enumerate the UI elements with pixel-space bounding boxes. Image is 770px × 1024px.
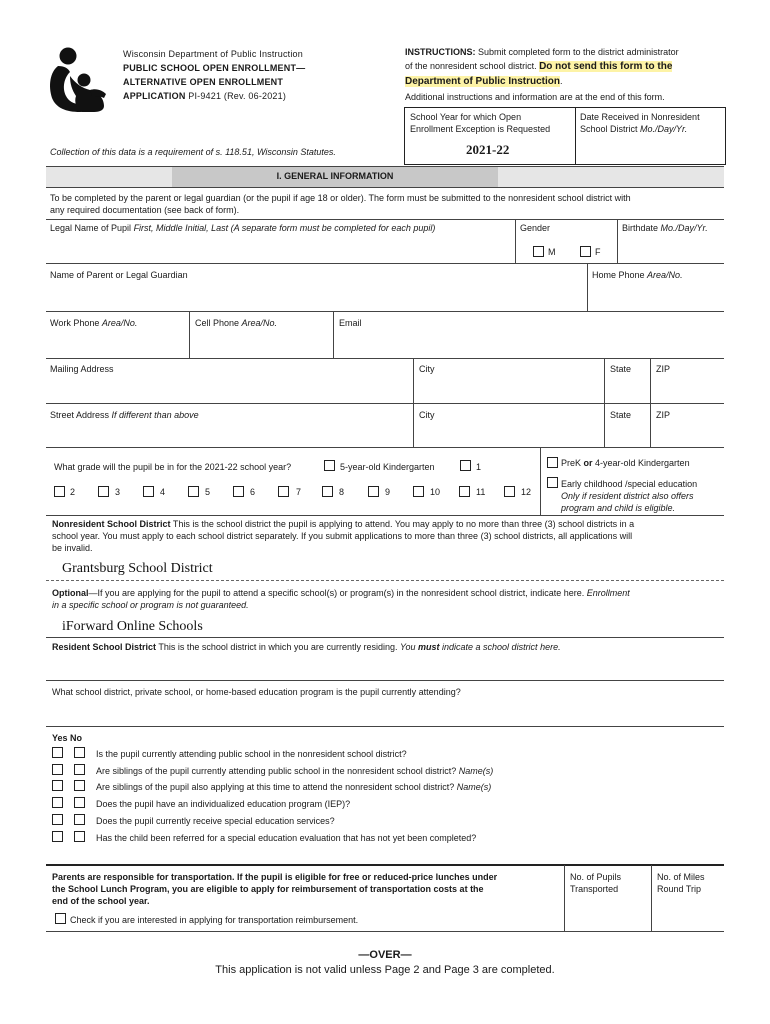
grade-7-label: 7 (296, 487, 302, 497)
grade-12-label: 12 (521, 487, 532, 497)
collection-note: Collection of this data is a requirement of s. 118.51, Wisconsin Statutes. (50, 147, 336, 157)
q3-text-ital: Name(s) (456, 782, 492, 792)
work-phone-label (50, 318, 137, 328)
optional-school-value[interactable]: iForward Online Schools (62, 619, 203, 634)
gender-f-label: F (595, 247, 601, 257)
grade-6-checkbox[interactable] (233, 486, 244, 497)
resident-must: must (418, 642, 440, 652)
grade-7-checkbox[interactable] (278, 486, 289, 497)
optional-line1 (52, 587, 724, 599)
q3-text (96, 782, 491, 792)
q1-yes-checkbox[interactable] (52, 747, 63, 758)
street-city-label: City (419, 410, 435, 420)
grade-prek-label-b: 4-year-old Kindergarten (592, 458, 690, 468)
divider (189, 311, 190, 358)
q4-text: Does the pupil have an individualized education program (IEP)? (96, 799, 351, 809)
grade-early-childhood-checkbox[interactable] (547, 477, 558, 488)
current-program-label: What school district, private school, or home-based education program is the pupil currently attending? (52, 687, 461, 697)
cell-phone-label-plain: Cell Phone (195, 318, 242, 328)
divider (564, 865, 565, 931)
validity-note: This application is not valid unless Page 2 and Page 3 are completed. (215, 964, 555, 976)
q5-no-checkbox[interactable] (74, 814, 85, 825)
transport-reimbursement-checkbox[interactable] (55, 913, 66, 924)
transport-text (52, 871, 558, 907)
resident-ital1: You (399, 642, 418, 652)
gender-f-checkbox[interactable] (580, 246, 591, 257)
instructions-highlight1: Do not send this form to the (539, 61, 673, 72)
work-phone-label-ital: Area/No. (101, 318, 138, 328)
instructions-text2: of the nonresident school district. (405, 61, 540, 71)
street-address-label-plain: Street Address (50, 410, 112, 420)
home-phone-label (592, 270, 683, 280)
cell-phone-label-ital: Area/No. (241, 318, 278, 328)
rule (46, 680, 724, 681)
early-line2: Only if resident district also offers (561, 491, 694, 501)
resident-label: Resident School District (52, 642, 157, 652)
instructions-line1 (405, 45, 730, 59)
nonresident-district-value[interactable]: Grantsburg School District (62, 561, 213, 576)
legal-name-label-plain: Legal Name of Pupil (50, 223, 134, 233)
q3-yes-checkbox[interactable] (52, 780, 63, 791)
grade-5-checkbox[interactable] (188, 486, 199, 497)
section-intro-line1: To be completed by the parent or legal guardian (or the pupil if age 18 or older). The form must be submitted to the nonresident school district with (50, 193, 631, 203)
instructions-line2 (405, 59, 730, 74)
grade-2-label: 2 (70, 487, 76, 497)
grade-early-childhood-label (561, 478, 697, 514)
divider (587, 263, 588, 311)
instructions-line3 (405, 74, 730, 89)
work-phone-label-plain: Work Phone (50, 318, 102, 328)
nonresident-line1 (52, 518, 724, 530)
nonresident-text (52, 518, 724, 554)
grade-prek-or: or (583, 458, 593, 468)
q2-yes-checkbox[interactable] (52, 764, 63, 775)
section-intro-line2: any required documentation (see back of form). (50, 205, 240, 215)
divider (651, 865, 652, 931)
nonresident-text1: This is the school district the pupil is applying to attend. You may apply to no more than three (3) school districts in a (170, 519, 635, 529)
instructions-block (405, 45, 730, 89)
q4-no-checkbox[interactable] (74, 797, 85, 808)
q6-no-checkbox[interactable] (74, 831, 85, 842)
mailing-city-label: City (419, 364, 435, 374)
form-title-application: APPLICATION (123, 91, 186, 101)
mailing-zip-label: ZIP (656, 364, 671, 374)
q6-yes-checkbox[interactable] (52, 831, 63, 842)
email-label: Email (339, 318, 362, 328)
resident-ital2: indicate a school district here. (439, 642, 561, 652)
grade-6-label: 6 (250, 487, 256, 497)
transport-line3: end of the school year. (52, 896, 150, 906)
optional-line2: in a specific school or program is not guaranteed. (52, 600, 249, 610)
grade-10-checkbox[interactable] (413, 486, 424, 497)
grade-prek-checkbox[interactable] (547, 457, 558, 468)
parent-name-label: Name of Parent or Legal Guardian (50, 270, 188, 280)
rule (46, 311, 724, 312)
grade-prek-label-a: PreK (561, 458, 584, 468)
grade-12-checkbox[interactable] (504, 486, 515, 497)
date-received-label2 (580, 123, 700, 135)
divider (617, 219, 618, 263)
form-number: PI-9421 (Rev. 06-2021) (185, 91, 287, 101)
pupils-line2: Transported (570, 884, 619, 894)
school-year-label1: School Year for which Open (410, 112, 522, 122)
early-line3: program and child is eligible. (561, 503, 676, 513)
early-line1: Early childhood /special education (561, 479, 698, 489)
date-received-label (580, 111, 700, 135)
divider (333, 311, 334, 358)
nonresident-label: Nonresident School District (52, 519, 171, 529)
grade-1-label: 1 (476, 462, 482, 472)
grade-prek-label (561, 458, 690, 468)
instructions-text3: . (560, 76, 563, 86)
optional-text1: —If you are applying for the pupil to attend a specific school(s) or program(s) in the nonresident school district, indicate here. (88, 588, 587, 598)
rule (46, 447, 724, 448)
home-phone-label-ital: Area/No. (647, 270, 683, 280)
divider (540, 447, 541, 515)
grade-10-label: 10 (430, 487, 441, 497)
grade-k5-label: 5-year-old Kindergarten (340, 462, 435, 472)
q1-text (96, 749, 407, 759)
q2-text (96, 766, 493, 776)
additional-instructions: Additional instructions and information are at the end of this form. (405, 92, 665, 102)
q3-no-checkbox[interactable] (74, 780, 85, 791)
rule (46, 726, 724, 727)
grade-question: What grade will the pupil be in for the 2021-22 school year? (54, 462, 292, 472)
q2-no-checkbox[interactable] (74, 764, 85, 775)
grade-3-label: 3 (115, 487, 121, 497)
gender-label: Gender (520, 223, 551, 233)
date-received-label2-plain: School District (580, 124, 641, 134)
miles-line2: Round Trip (657, 884, 702, 894)
miles-round-trip-label (657, 871, 705, 895)
q1-text-plain: Is the pupil currently attending public school in the nonresident school district? (96, 749, 407, 759)
q2-text-ital: Name(s) (458, 766, 494, 776)
mailing-state-label: State (610, 364, 632, 374)
home-phone-label-plain: Home Phone (592, 270, 648, 280)
dpi-logo (46, 46, 112, 116)
street-address-label (50, 410, 199, 420)
miles-line1: No. of Miles (657, 872, 705, 882)
legal-name-label (50, 223, 435, 233)
section-heading: I. GENERAL INFORMATION (276, 171, 394, 181)
divider (515, 219, 516, 263)
nonresident-line2: school year. You must apply to each school district separately. If you submit applications to more than three (3) school districts, all applications will (52, 531, 633, 541)
grade-5-label: 5 (205, 487, 211, 497)
grade-4-label: 4 (160, 487, 166, 497)
birthdate-label (622, 223, 708, 233)
transport-line2: the School Lunch Program, you are eligible to apply for reimbursement of transportation costs at the (52, 884, 484, 894)
date-received-label2-ital: Mo./Day/Yr. (640, 124, 688, 134)
grade-11-label: 11 (476, 487, 486, 497)
grade-k5-checkbox[interactable] (324, 460, 335, 471)
form-title-line2: ALTERNATIVE OPEN ENROLLMENT (123, 77, 284, 87)
rule (46, 931, 724, 932)
optional-text (52, 587, 724, 611)
nonresident-line3: be invalid. (52, 543, 93, 553)
q1-no-checkbox[interactable] (74, 747, 85, 758)
rule (46, 263, 724, 264)
rule (46, 403, 724, 404)
q4-yes-checkbox[interactable] (52, 797, 63, 808)
rule (46, 515, 724, 516)
agency-name: Wisconsin Department of Public Instruction (123, 49, 303, 59)
pupils-line1: No. of Pupils (570, 872, 622, 882)
pupils-transported-label (570, 871, 621, 895)
grade-2-checkbox[interactable] (54, 486, 65, 497)
section-intro (50, 192, 725, 216)
over-label: —OVER— (358, 949, 412, 961)
birthdate-label-ital: Mo./Day/Yr. (660, 223, 708, 233)
yes-no-header: Yes No (52, 733, 83, 743)
birthdate-label-plain: Birthdate (622, 223, 661, 233)
instructions-highlight2: Department of Public Instruction (405, 76, 561, 87)
q6-text: Has the child been referred for a special education evaluation that has not yet been completed? (96, 833, 477, 843)
form-title-line3 (123, 89, 286, 103)
transport-checkbox-label: Check if you are interested in applying for transportation reimbursement. (70, 915, 359, 925)
gender-m-checkbox[interactable] (533, 246, 544, 257)
resident-text-plain: This is the school district in which you are currently residing. (156, 642, 400, 652)
q5-text: Does the pupil currently receive special education services? (96, 816, 335, 826)
grade-3-checkbox[interactable] (98, 486, 109, 497)
grade-1-checkbox[interactable] (460, 460, 471, 471)
grade-11-checkbox[interactable] (459, 486, 470, 497)
street-address-label-ital: If different than above (111, 410, 199, 420)
gender-m-label: M (548, 247, 556, 257)
grade-4-checkbox[interactable] (143, 486, 154, 497)
grade-8-checkbox[interactable] (322, 486, 333, 497)
q3-text-plain: Are siblings of the pupil also applying at this time to attend the nonresident school district? (96, 782, 457, 792)
optional-text1-ital: Enrollment (586, 588, 630, 598)
optional-label: Optional (52, 588, 89, 598)
grade-9-label: 9 (385, 487, 391, 497)
legal-name-label-ital: First, Middle Initial, Last (A separate form must be completed for each pupil) (133, 223, 436, 233)
rule (46, 358, 724, 359)
q2-text-plain: Are siblings of the pupil currently attending public school in the nonresident school district? (96, 766, 459, 776)
instructions-label: INSTRUCTIONS: (405, 47, 476, 57)
school-year-label (410, 111, 550, 135)
transport-line1: Parents are responsible for transportation. If the pupil is eligible for free or reduced-price lunches under (52, 872, 498, 882)
school-year-value: 2021-22 (466, 142, 510, 157)
grade-8-label: 8 (339, 487, 345, 497)
grade-9-checkbox[interactable] (368, 486, 379, 497)
instructions-text1: Submit completed form to the district administrator (475, 47, 679, 57)
rule (46, 580, 724, 581)
rule (46, 219, 724, 220)
resident-text (52, 642, 561, 652)
rule (46, 637, 724, 638)
q5-yes-checkbox[interactable] (52, 814, 63, 825)
date-received-label1: Date Received in Nonresident (580, 112, 700, 122)
rule (46, 864, 724, 866)
cell-phone-label (195, 318, 277, 328)
school-year-label2: Enrollment Exception is Requested (410, 124, 551, 134)
street-state-label: State (610, 410, 632, 420)
form-title-line1: PUBLIC SCHOOL OPEN ENROLLMENT— (123, 63, 306, 73)
mailing-address-label: Mailing Address (50, 364, 114, 374)
street-zip-label: ZIP (656, 410, 671, 420)
